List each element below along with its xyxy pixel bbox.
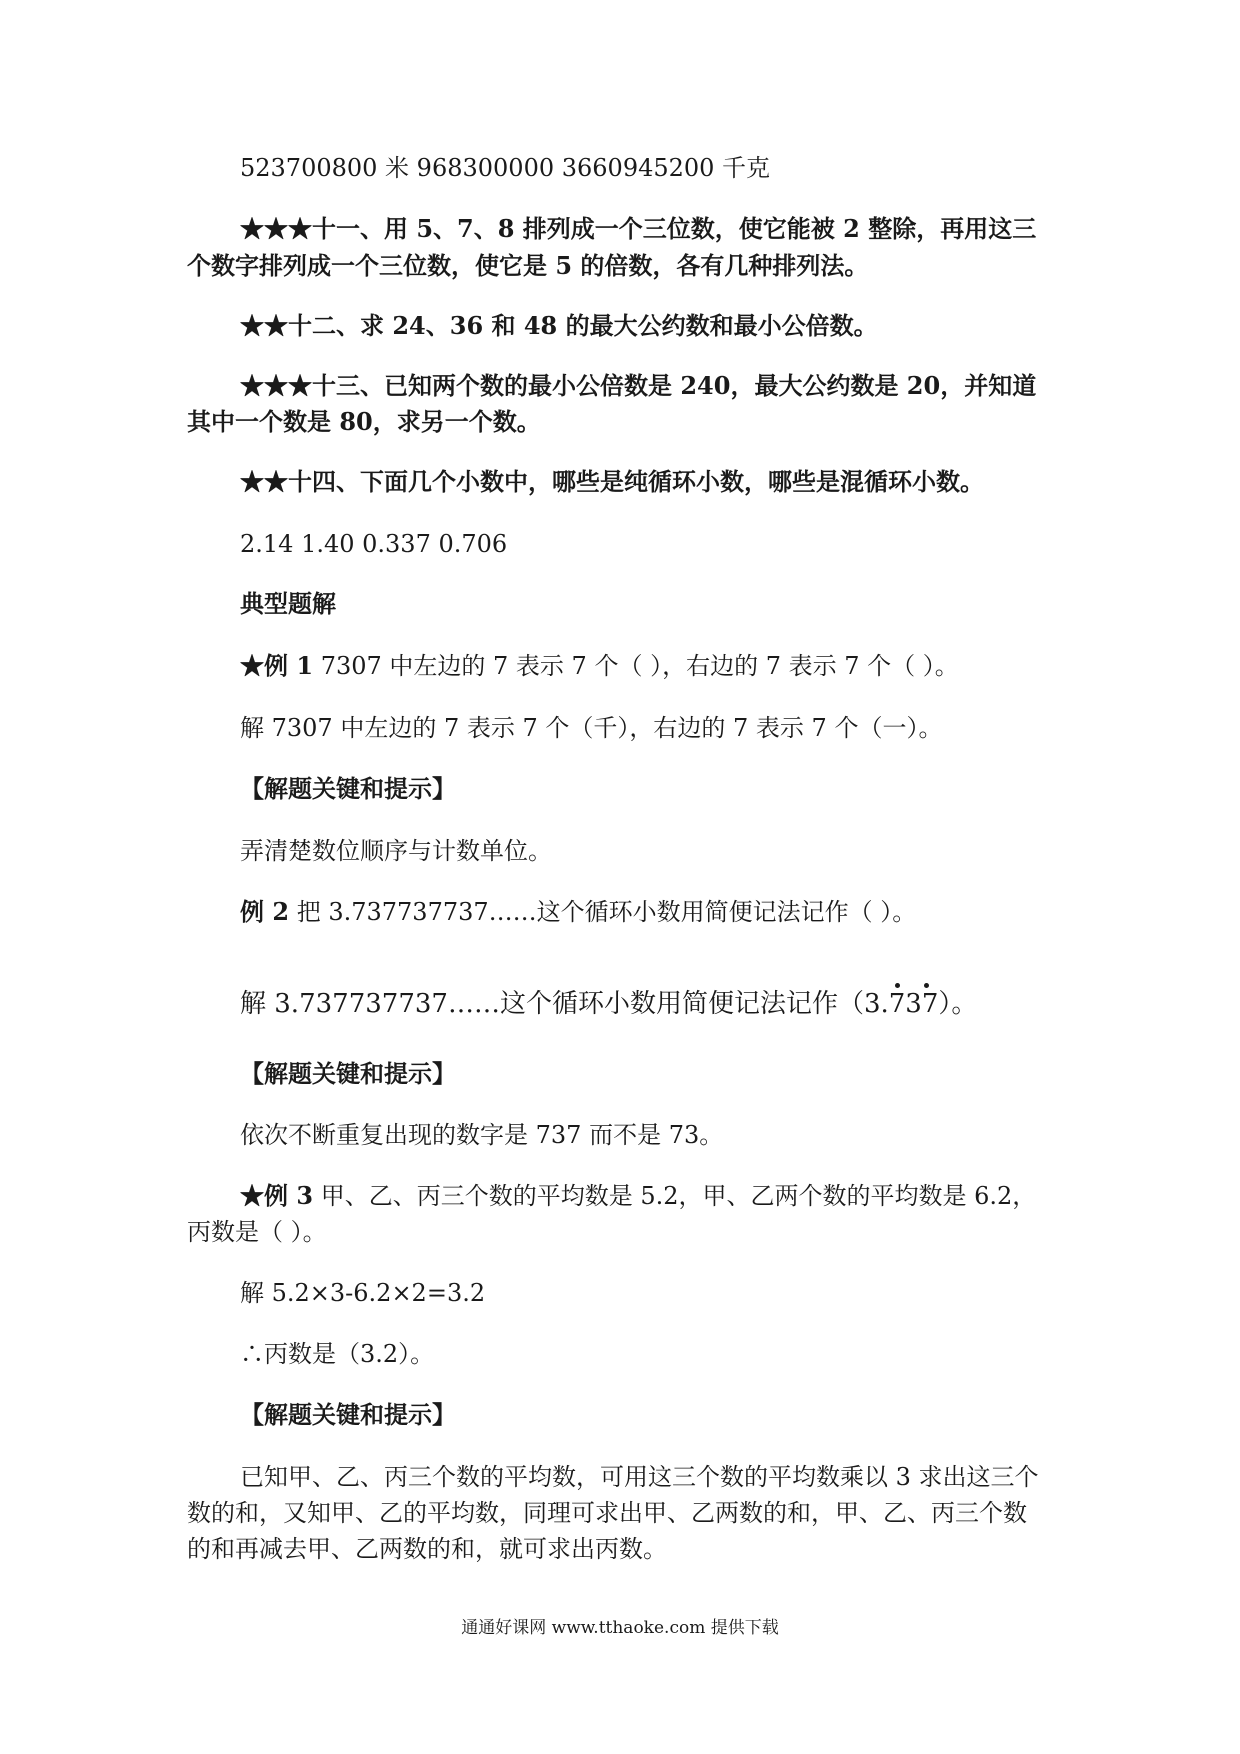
hint-3-line3: 的和再减去甲、乙两数的和，就可求出丙数。 <box>187 1535 667 1563</box>
q14: ★★十四、下面几个小数中，哪些是纯循环小数，哪些是混循环小数。 <box>240 467 984 496</box>
repetend-dot <box>924 983 929 988</box>
repeating-decimal <box>864 988 938 1020</box>
example-3-conclusion: ∴丙数是（3.2）。 <box>240 1340 435 1368</box>
q13-line1: ★★★十三、已知两个数的最小公倍数是 240，最大公约数是 20，并知道 <box>240 371 1037 400</box>
example-3-text: 甲、乙、丙三个数的平均数是 5.2，甲、乙两个数的平均数是 6.2， <box>313 1182 1037 1210</box>
example-2-text: 把 3.737737737……这个循环小数用简便记法记作（ ）。 <box>289 898 917 926</box>
hint-heading-2: 【解题关键和提示】 <box>240 1059 456 1088</box>
q11-line1: ★★★十一、用 5、7、8 排列成一个三位数，使它能被 2 整除，再用这三 <box>240 214 1037 243</box>
q13-line2: 其中一个数是 80，求另一个数。 <box>187 407 541 436</box>
hint-3-line2: 数的和，又知甲、乙的平均数，同理可求出甲、乙两数的和，甲、乙、丙三个数 <box>187 1499 1027 1527</box>
example-2 <box>240 896 916 928</box>
q12: ★★十二、求 24、36 和 48 的最大公约数和最小公倍数。 <box>240 311 878 340</box>
hint-2: 依次不断重复出现的数字是 737 而不是 73。 <box>240 1121 724 1149</box>
example-2-label: 例 2 <box>240 897 290 926</box>
example-1-solution: 解 7307 中左边的 7 表示 7 个（千），右边的 7 表示 7 个（一）。 <box>240 714 943 742</box>
line-answers: 523700800 米 968300000 3660945200 千克 <box>240 154 771 182</box>
hint-1: 弄清楚数位顺序与计数单位。 <box>240 837 552 865</box>
example-1-label: ★例 1 <box>240 651 314 680</box>
section-heading: 典型题解 <box>240 589 336 618</box>
example-2-solution-text: 解 3.737737737……这个循环小数用简便记法记作（ <box>240 989 864 1019</box>
example-1 <box>240 650 959 682</box>
page-footer: 通通好课网 www.tthaoke.com 提供下载 <box>461 1618 779 1638</box>
q11-line2: 个数字排列成一个三位数，使它是 5 的倍数，各有几种排列法。 <box>187 251 869 280</box>
hint-heading-1: 【解题关键和提示】 <box>240 774 456 803</box>
example-2-solution <box>240 988 977 1020</box>
example-3-label: ★例 3 <box>240 1181 314 1210</box>
example-3-solution: 解 5.2×3-6.2×2=3.2 <box>240 1279 486 1307</box>
q14-decimals: 2.14 1.40 0.337 0.706 <box>240 530 508 558</box>
example-1-text: 7307 中左边的 7 表示 7 个（ ），右边的 7 表示 7 个（ ）。 <box>313 652 959 680</box>
repeating-decimal-value: 3.737 <box>863 989 939 1019</box>
repetend-dot <box>895 983 900 988</box>
example-3-line2: 丙数是（ ）。 <box>187 1218 327 1246</box>
example-3-line1 <box>240 1180 1036 1212</box>
hint-heading-3: 【解题关键和提示】 <box>240 1400 456 1429</box>
hint-3-line1: 已知甲、乙、丙三个数的平均数，可用这三个数的平均数乘以 3 求出这三个 <box>240 1463 1039 1491</box>
example-2-solution-end: ）。 <box>938 989 978 1019</box>
